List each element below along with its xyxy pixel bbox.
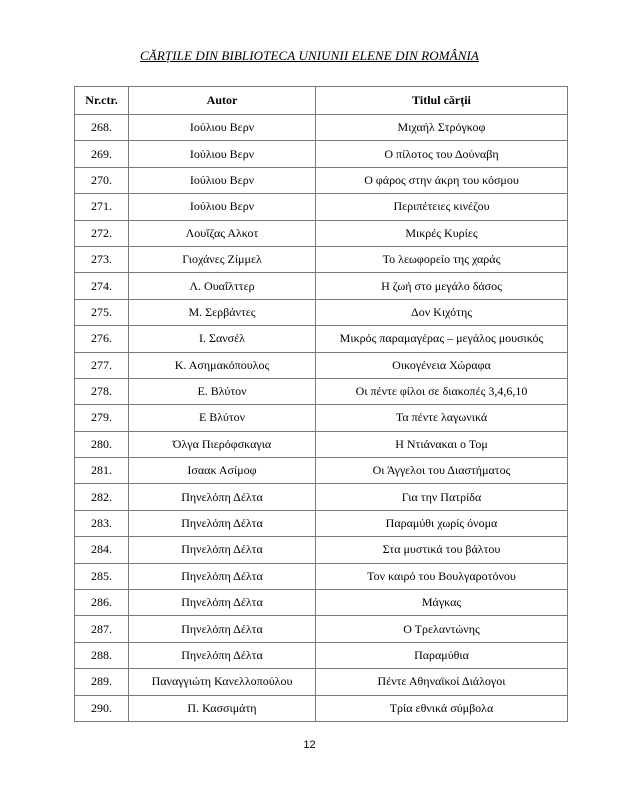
- cell-author: Ιούλιου Βερν: [129, 115, 316, 141]
- table-row: [75, 590, 568, 616]
- table-row: [75, 669, 568, 695]
- cell-author: Λουΐζας Αλκοτ: [129, 220, 316, 246]
- cell-author: Π. Κασσιμάτη: [129, 695, 316, 721]
- cell-author: Πηνελόπη Δέλτα: [129, 616, 316, 642]
- cell-author: Πηνελόπη Δέλτα: [129, 642, 316, 668]
- table-row: [75, 458, 568, 484]
- cell-author: Γιοχάνες Ζίμμελ: [129, 246, 316, 272]
- table-header-row: [75, 87, 568, 115]
- cell-title: Το λεωφορείο της χαράς: [316, 246, 568, 272]
- table-row: [75, 484, 568, 510]
- page-title: CĂRȚILE DIN BIBLIOTECA UNIUNII ELENE DIN ROMÂNIA: [140, 48, 479, 63]
- cell-nr: 273.: [75, 246, 129, 272]
- cell-nr: 269.: [75, 141, 129, 167]
- cell-title: Στα μυστικά του βάλτου: [316, 537, 568, 563]
- table-row: [75, 141, 568, 167]
- cell-title: Τρία εθνικά σύμβολα: [316, 695, 568, 721]
- table-row: [75, 642, 568, 668]
- table-row: [75, 352, 568, 378]
- cell-author: Ιούλιου Βερν: [129, 167, 316, 193]
- table-row: [75, 695, 568, 721]
- cell-title: Μιχαήλ Στρόγκοφ: [316, 115, 568, 141]
- cell-title: Οι πέντε φίλοι σε διακοπές 3,4,6,10: [316, 378, 568, 404]
- table-row: [75, 431, 568, 457]
- column-header-title: Titlul cărţii: [316, 87, 568, 115]
- table-row: [75, 273, 568, 299]
- cell-title: Μάγκας: [316, 590, 568, 616]
- cell-nr: 275.: [75, 299, 129, 325]
- cell-author: Ι. Σανσέλ: [129, 326, 316, 352]
- cell-title: Παραμύθι χωρίς όνομα: [316, 510, 568, 536]
- cell-author: Ιούλιου Βερν: [129, 141, 316, 167]
- table-row: [75, 167, 568, 193]
- table-row: [75, 378, 568, 404]
- cell-title: Οι Άγγελοι του Διαστήματος: [316, 458, 568, 484]
- table-body: [75, 115, 568, 722]
- cell-nr: 279.: [75, 405, 129, 431]
- table-row: [75, 246, 568, 272]
- cell-nr: 283.: [75, 510, 129, 536]
- cell-author: Πηνελόπη Δέλτα: [129, 484, 316, 510]
- page-number: 12: [303, 739, 316, 751]
- cell-author: Λ. Ουαΐλττερ: [129, 273, 316, 299]
- cell-nr: 281.: [75, 458, 129, 484]
- cell-author: Ε. Βλύτον: [129, 378, 316, 404]
- cell-nr: 277.: [75, 352, 129, 378]
- cell-author: Πηνελόπη Δέλτα: [129, 563, 316, 589]
- cell-title: Περιπέτειες κινέζου: [316, 194, 568, 220]
- table-row: [75, 616, 568, 642]
- cell-nr: 276.: [75, 326, 129, 352]
- cell-nr: 270.: [75, 167, 129, 193]
- cell-nr: 290.: [75, 695, 129, 721]
- cell-nr: 280.: [75, 431, 129, 457]
- cell-nr: 289.: [75, 669, 129, 695]
- cell-title: Οικογένεια Χώραφα: [316, 352, 568, 378]
- cell-author: Όλγα Πιερόφσκαγια: [129, 431, 316, 457]
- table-row: [75, 194, 568, 220]
- cell-nr: 268.: [75, 115, 129, 141]
- cell-nr: 284.: [75, 537, 129, 563]
- cell-title: Μικρές Κυρίες: [316, 220, 568, 246]
- cell-author: Πηνελόπη Δέλτα: [129, 537, 316, 563]
- cell-title: Ο Τρελαντώνης: [316, 616, 568, 642]
- cell-author: Μ. Σερβάντες: [129, 299, 316, 325]
- cell-title: Τα πέντε λαγωνικά: [316, 405, 568, 431]
- cell-author: Πηνελόπη Δέλτα: [129, 590, 316, 616]
- cell-nr: 272.: [75, 220, 129, 246]
- cell-author: Παναγγιώτη Κανελλοπούλου: [129, 669, 316, 695]
- cell-title: Για την Πατρίδα: [316, 484, 568, 510]
- table-row: [75, 405, 568, 431]
- cell-nr: 285.: [75, 563, 129, 589]
- table-row: [75, 563, 568, 589]
- cell-title: Τον καιρό του Βουλγαροτόνου: [316, 563, 568, 589]
- cell-author: Πηνελόπη Δέλτα: [129, 510, 316, 536]
- table-row: [75, 537, 568, 563]
- cell-nr: 288.: [75, 642, 129, 668]
- cell-title: Παραμύθια: [316, 642, 568, 668]
- cell-title: Δον Κιχότης: [316, 299, 568, 325]
- cell-title: Η ζωή στο μεγάλο δάσος: [316, 273, 568, 299]
- table-row: [75, 510, 568, 536]
- table-row: [75, 115, 568, 141]
- cell-author: Ιούλιου Βερν: [129, 194, 316, 220]
- cell-nr: 282.: [75, 484, 129, 510]
- cell-author: Κ. Ασημακόπουλος: [129, 352, 316, 378]
- cell-author: Ισαακ Ασίμοφ: [129, 458, 316, 484]
- books-table: [74, 86, 568, 722]
- cell-nr: 274.: [75, 273, 129, 299]
- cell-title: Ο πίλοτος του Δούναβη: [316, 141, 568, 167]
- cell-title: Μικρός παραμαγέρας – μεγάλος μουσικός: [316, 326, 568, 352]
- cell-nr: 287.: [75, 616, 129, 642]
- column-header-author: Autor: [129, 87, 316, 115]
- table-row: [75, 326, 568, 352]
- cell-author: Ε Βλύτον: [129, 405, 316, 431]
- cell-nr: 286.: [75, 590, 129, 616]
- cell-nr: 271.: [75, 194, 129, 220]
- cell-nr: 278.: [75, 378, 129, 404]
- column-header-nr: Nr.ctr.: [75, 87, 129, 115]
- cell-title: Η Ντιάνακαι ο Τομ: [316, 431, 568, 457]
- cell-title: Πέντε Αθηναϊκοί Διάλογοι: [316, 669, 568, 695]
- table-row: [75, 299, 568, 325]
- table-row: [75, 220, 568, 246]
- cell-title: Ο φάρος στην άκρη του κόσμου: [316, 167, 568, 193]
